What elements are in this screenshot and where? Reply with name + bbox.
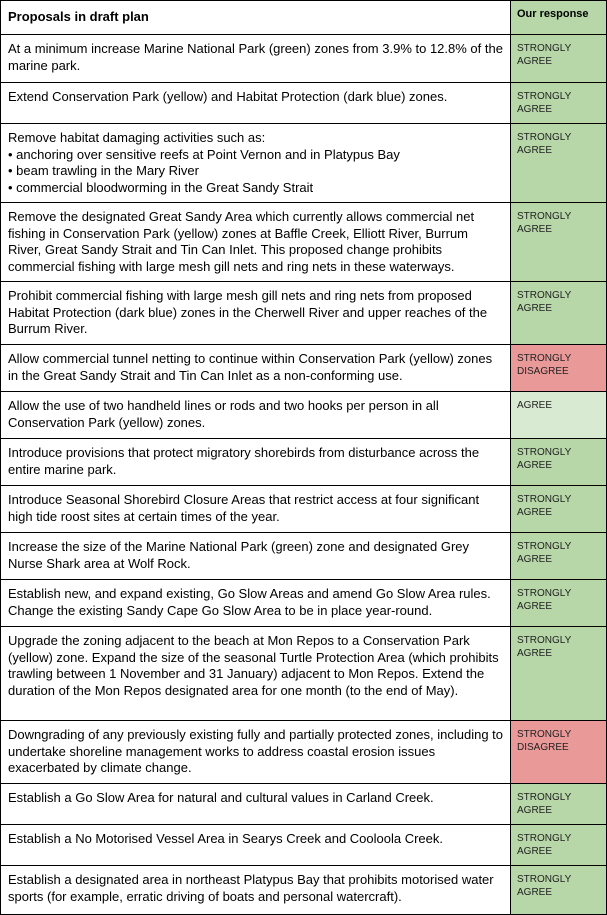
proposal-line: Establish new, and expand existing, Go Slow Areas and amend Go Slow Area rules. Change the existing Sandy Cape Go Slow Area to be in place year-round. (8, 586, 491, 618)
proposal-line: Establish a designated area in northeast Platypus Bay that prohibits motorised water sports (for example, erratic driving of boats and personal watercraft). (8, 872, 494, 904)
response-cell (511, 282, 607, 345)
response-cell (511, 486, 607, 533)
response-label: STRONGLY (517, 447, 572, 458)
table-row (1, 392, 607, 439)
proposal-line: At a minimum increase Marine National Park (green) zones from 3.9% to 12.8% of the marine park. (8, 41, 503, 73)
response-label: AGREE (517, 145, 553, 156)
proposals-body (1, 35, 607, 915)
proposal-line: Introduce Seasonal Shorebird Closure Areas that restrict access at four significant high tide roost sites at certain times of the year. (8, 492, 480, 524)
response-label: AGREE (517, 224, 553, 235)
table-row (1, 203, 607, 282)
response-label: STRONGLY (517, 353, 572, 364)
table-row (1, 721, 607, 784)
response-label: STRONGLY (517, 729, 572, 740)
response-label: AGREE (517, 648, 553, 659)
proposal-line: Establish a No Motorised Vessel Area in Searys Creek and Cooloola Creek. (8, 831, 443, 846)
table-row (1, 83, 607, 124)
response-label: STRONGLY (517, 132, 572, 143)
response-cell (511, 866, 607, 915)
proposal-text (1, 486, 511, 533)
proposal-text (1, 866, 511, 915)
response-label: AGREE (517, 56, 553, 67)
response-label: AGREE (517, 400, 553, 411)
proposal-text (1, 784, 511, 825)
response-label: STRONGLY (517, 43, 572, 54)
proposal-line: Allow commercial tunnel netting to continue within Conservation Park (yellow) zones in the Great Sandy Strait and Tin Can Inlet as a non-conforming use. (8, 351, 493, 383)
response-cell (511, 721, 607, 784)
table-header-row (1, 1, 607, 35)
proposal-line: Remove habitat damaging activities such as: (8, 130, 266, 145)
response-cell (511, 392, 607, 439)
proposal-text (1, 392, 511, 439)
response-label: AGREE (517, 303, 553, 314)
proposal-line: Allow the use of two handheld lines or rods and two hooks per person in all Conservation Park (yellow) zones. (8, 398, 439, 430)
table-row (1, 345, 607, 392)
proposal-line: • commercial bloodworming in the Great Sandy Strait (8, 179, 314, 195)
table-row (1, 627, 607, 721)
response-cell (511, 83, 607, 124)
table-row (1, 825, 607, 866)
response-label: STRONGLY (517, 211, 572, 222)
proposal-text (1, 825, 511, 866)
table-row (1, 439, 607, 486)
response-label: AGREE (517, 601, 553, 612)
response-label: STRONGLY (517, 290, 572, 301)
proposal-text (1, 124, 511, 203)
proposals-header: Proposals in draft plan (1, 1, 511, 35)
response-cell (511, 345, 607, 392)
response-cell (511, 825, 607, 866)
proposal-line: Introduce provisions that protect migratory shorebirds from disturbance across the entire marine park. (8, 445, 480, 477)
response-header: Our response (511, 1, 607, 35)
proposal-text (1, 721, 511, 784)
response-label: AGREE (517, 460, 553, 471)
proposal-line: Establish a Go Slow Area for natural and cultural values in Carland Creek. (8, 790, 434, 805)
proposal-line: Remove the designated Great Sandy Area which currently allows commercial net fishing in Conservation Park (yellow) zones at Baffle Creek, Elliott River, Burrum River, Great Sandy Strait and Tin Can Inlet. This proposed change prohibits commercial fishing with large mesh gill nets and ring nets in these waterways. (8, 209, 475, 274)
response-label: AGREE (517, 554, 553, 565)
response-cell (511, 533, 607, 580)
table-row (1, 533, 607, 580)
response-label: STRONGLY (517, 494, 572, 505)
response-label: DISAGREE (517, 742, 569, 753)
table-row (1, 784, 607, 825)
table-row (1, 124, 607, 203)
proposal-line: Downgrading of any previously existing fully and partially protected zones, including to undertake shoreline management works to address coastal erosion issues exacerbated by climate change. (8, 727, 504, 775)
response-label: DISAGREE (517, 366, 569, 377)
proposal-line: Increase the size of the Marine National Park (green) zone and designated Grey Nurse Shark area at Wolf Rock. (8, 539, 470, 571)
response-label: STRONGLY (517, 833, 572, 844)
response-cell (511, 124, 607, 203)
proposal-line: • anchoring over sensitive reefs at Point Vernon and in Platypus Bay (8, 146, 400, 162)
proposal-text (1, 83, 511, 124)
proposal-text (1, 282, 511, 345)
proposal-text (1, 203, 511, 282)
response-cell (511, 580, 607, 627)
proposal-line: • beam trawling in the Mary River (8, 163, 199, 178)
proposal-text (1, 439, 511, 486)
proposal-text (1, 627, 511, 721)
proposal-line: Upgrade the zoning adjacent to the beach at Mon Repos to a Conservation Park (yellow) zone. Expand the size of the seasonal Turtle Protection Area (which prohibits trawling between 1 November and 31 January) adjacent to Mon Repos. Extend the duration of the Mon Repos designated area for one month (to the end of May). (8, 633, 499, 698)
response-label: STRONGLY (517, 91, 572, 102)
proposal-line: Prohibit commercial fishing with large mesh gill nets and ring nets from proposed Habitat Protection (dark blue) zones in the Cherwell River and upper reaches of the Burrum River. (8, 288, 488, 336)
table-row (1, 866, 607, 915)
response-label: AGREE (517, 887, 553, 898)
table-row (1, 580, 607, 627)
response-label: STRONGLY (517, 588, 572, 599)
response-cell (511, 439, 607, 486)
proposal-line: Extend Conservation Park (yellow) and Habitat Protection (dark blue) zones. (8, 89, 448, 104)
response-label: AGREE (517, 507, 553, 518)
response-label: STRONGLY (517, 792, 572, 803)
table-row (1, 35, 607, 83)
proposal-text (1, 35, 511, 83)
response-label: STRONGLY (517, 874, 572, 885)
response-cell (511, 203, 607, 282)
proposal-text (1, 533, 511, 580)
response-label: STRONGLY (517, 635, 572, 646)
response-label: STRONGLY (517, 541, 572, 552)
response-cell (511, 35, 607, 83)
proposal-text (1, 580, 511, 627)
response-cell (511, 784, 607, 825)
table-row (1, 282, 607, 345)
response-cell (511, 627, 607, 721)
response-label: AGREE (517, 846, 553, 857)
proposal-text (1, 345, 511, 392)
response-label: AGREE (517, 805, 553, 816)
table-row (1, 486, 607, 533)
response-label: AGREE (517, 104, 553, 115)
